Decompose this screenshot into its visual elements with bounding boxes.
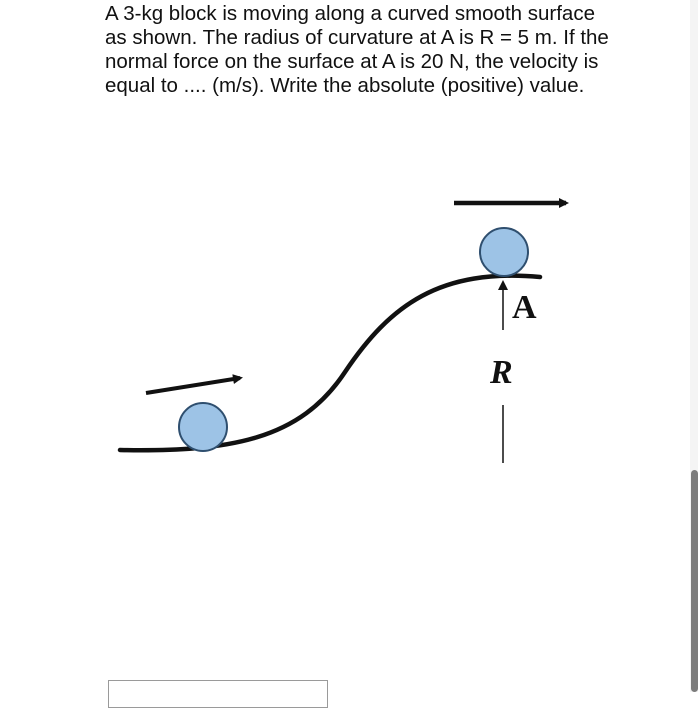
bottom-ball <box>179 403 227 451</box>
question-line-3: normal force on the surface at A is 20 N, the velocity is <box>105 50 599 73</box>
scrollbar-thumb[interactable] <box>691 470 698 692</box>
question-line-1: A 3-kg block is moving along a curved smooth surface <box>105 2 595 25</box>
top-ball <box>480 228 528 276</box>
point-a-label: A <box>512 289 537 326</box>
answer-input[interactable] <box>108 680 328 708</box>
radius-label: R <box>490 354 513 391</box>
bottom-velocity-arrow <box>146 378 240 393</box>
question-line-4: equal to .... (m/s). Write the absolute (positive) value. <box>105 74 585 97</box>
question-line-2: as shown. The radius of curvature at A is R = 5 m. If the <box>105 26 609 49</box>
